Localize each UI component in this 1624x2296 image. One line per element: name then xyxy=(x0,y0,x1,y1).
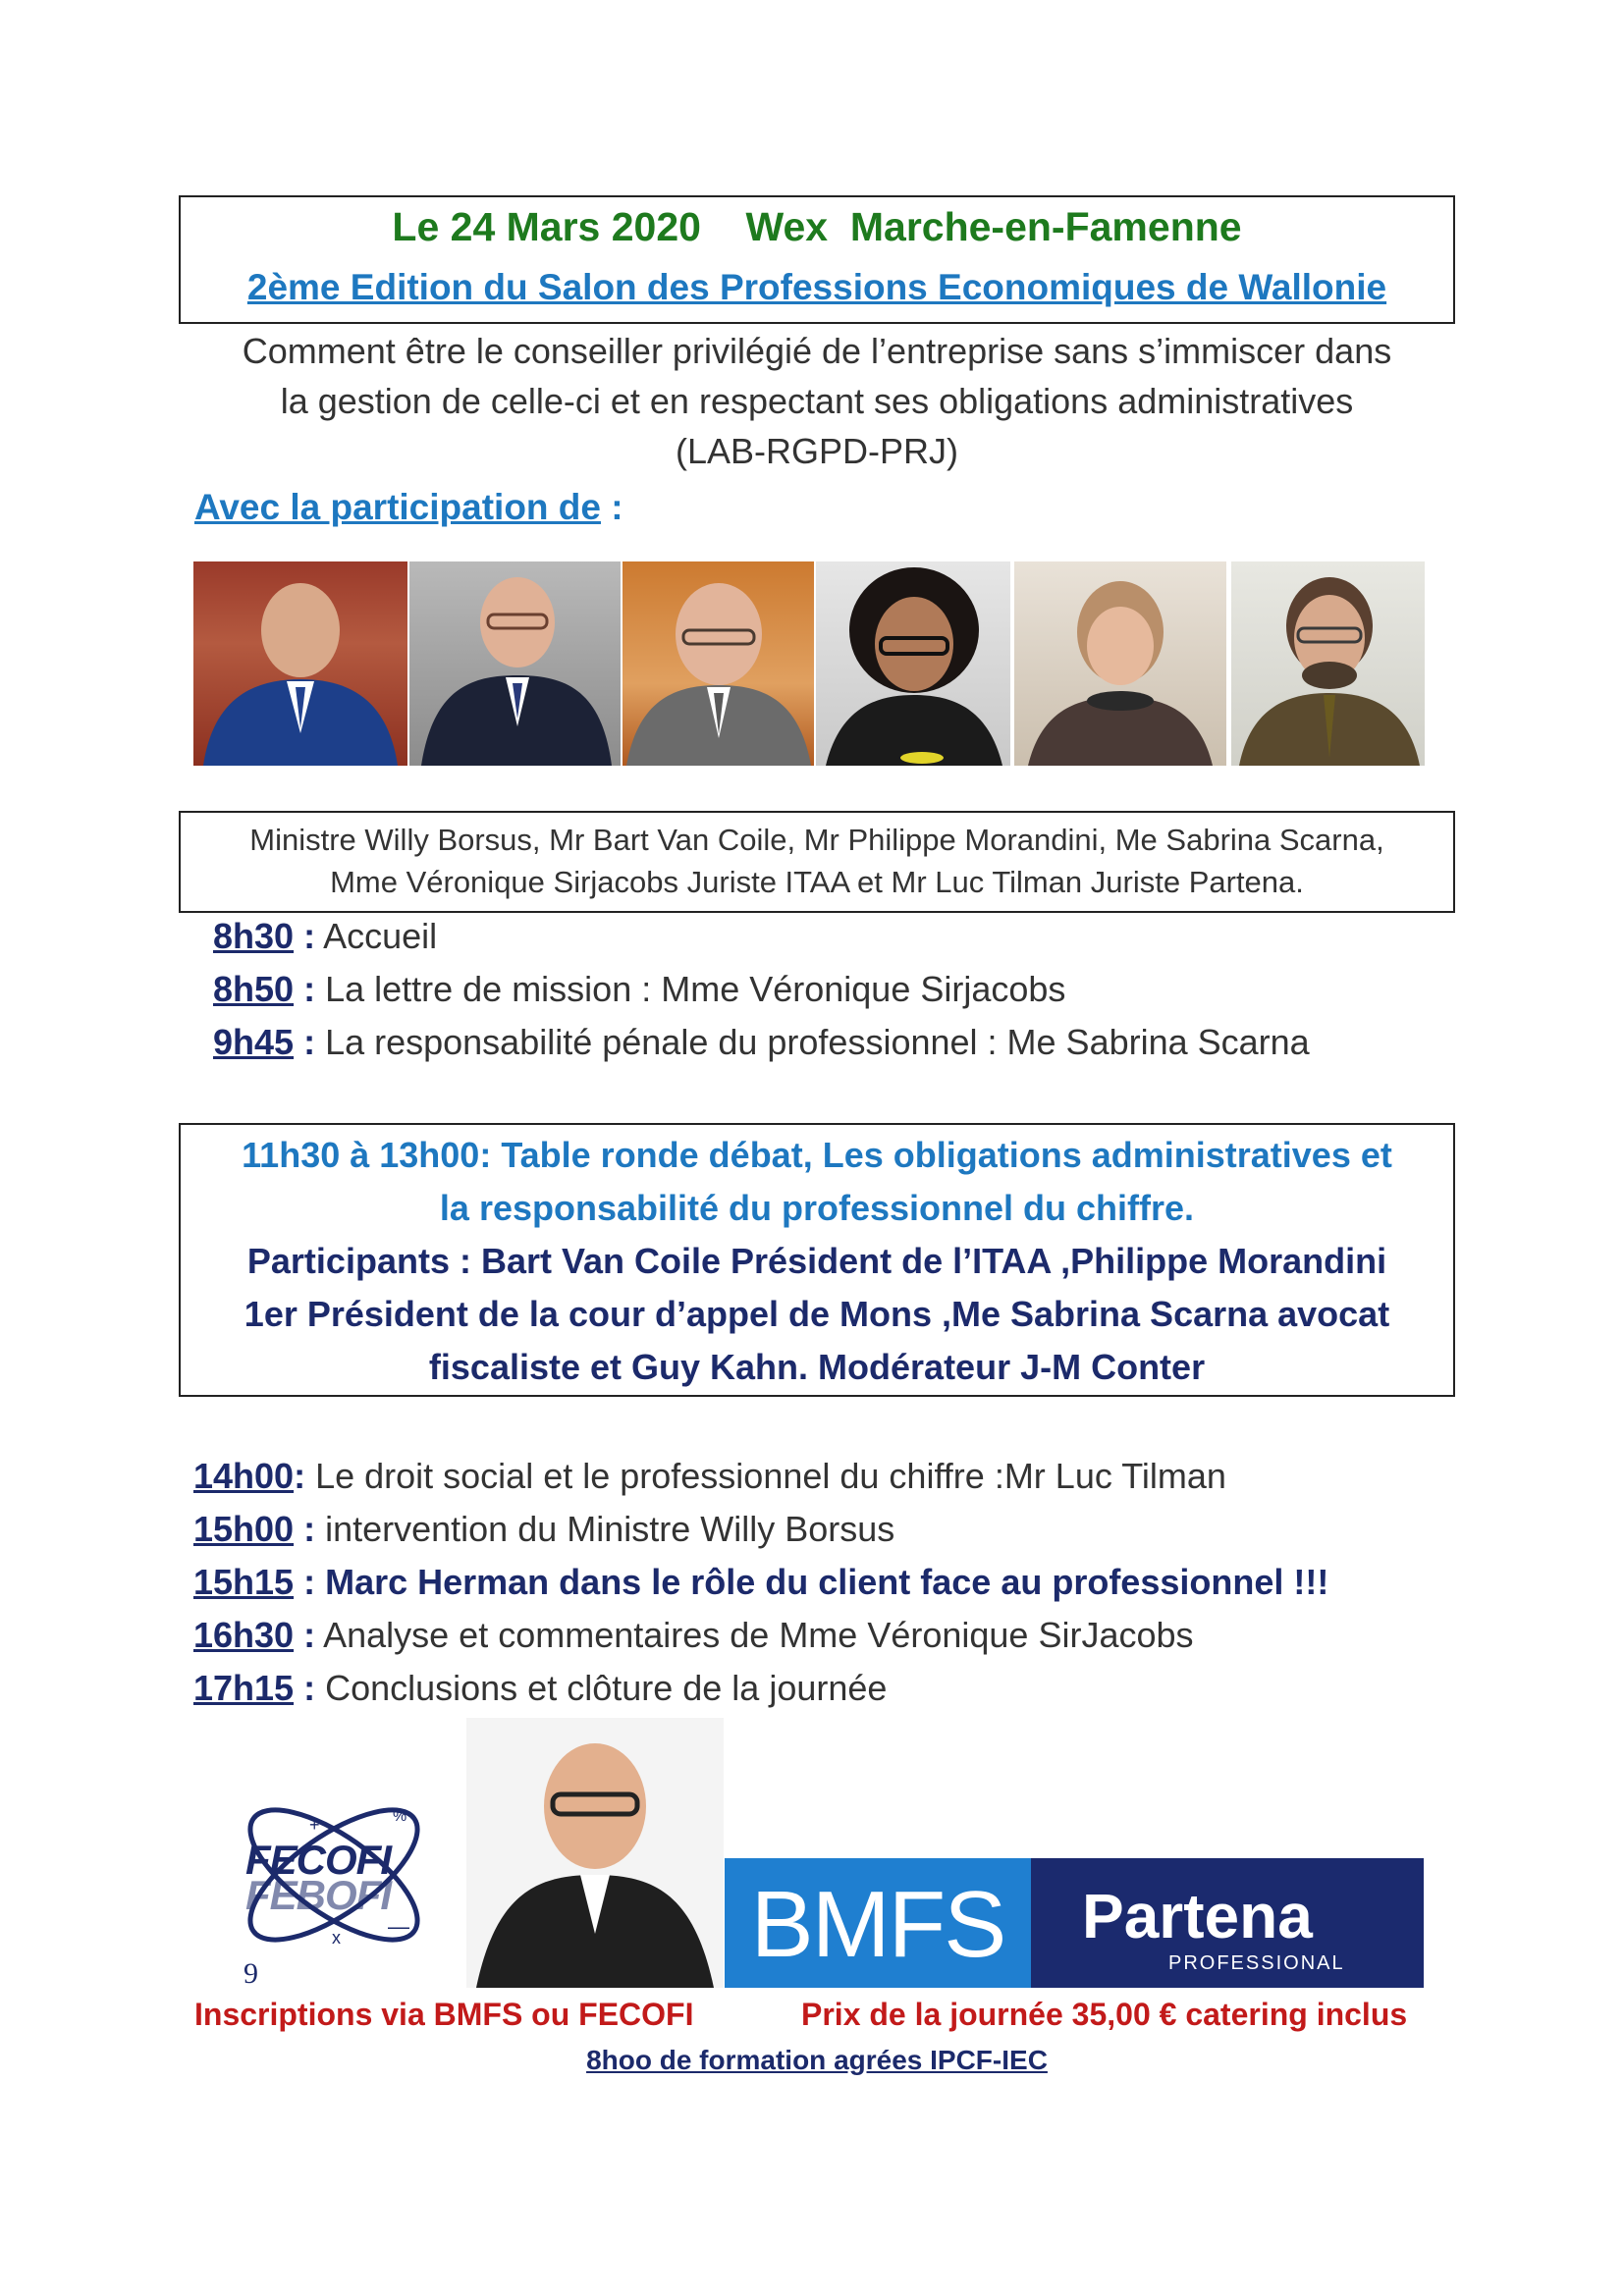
schedule-time: 16h30 xyxy=(193,1615,295,1655)
partena-wordmark: Partena xyxy=(1082,1881,1313,1951)
roundtable-title: 11h30 à 13h00: Table ronde débat, Les obligations administratives et xyxy=(242,1135,1392,1175)
schedule-time: 9h45 xyxy=(213,1022,295,1062)
speaker-photo-borsus xyxy=(193,561,407,766)
schedule-colon: : xyxy=(294,1668,316,1708)
schedule-time: 15h00 xyxy=(193,1509,295,1549)
roundtable-subtitle: la responsabilité du professionnel du chiffre. xyxy=(439,1188,1195,1228)
schedule-text: Le droit social et le professionnel du chiffre :Mr Luc Tilman xyxy=(305,1456,1226,1496)
schedule-item xyxy=(193,1450,1328,1503)
intro-line: (LAB-RGPD-PRJ) xyxy=(675,431,959,471)
schedule-text: Marc Herman dans le rôle du client face au professionnel !!! xyxy=(315,1562,1329,1602)
schedule-time: 8h50 xyxy=(213,969,295,1009)
schedule-text: intervention du Ministre Willy Borsus xyxy=(315,1509,895,1549)
schedule-colon: : xyxy=(294,969,316,1009)
speakers-caption xyxy=(179,819,1455,903)
schedule-colon: : xyxy=(294,1022,316,1062)
schedule-text: La lettre de mission : Mme Véronique Sirjacobs xyxy=(315,969,1066,1009)
schedule-item xyxy=(213,963,1310,1016)
schedule-colon: : xyxy=(294,1562,316,1602)
schedule-time: 15h15 xyxy=(193,1562,295,1602)
schedule-item xyxy=(193,1503,1328,1556)
schedule-item xyxy=(213,910,1310,963)
schedule-item xyxy=(213,1016,1310,1069)
schedule-colon: : xyxy=(294,1456,306,1496)
afternoon-schedule xyxy=(193,1450,1328,1715)
schedule-text: La responsabilité pénale du professionnel : Me Sabrina Scarna xyxy=(315,1022,1310,1062)
schedule-time: 17h15 xyxy=(193,1668,295,1708)
event-title xyxy=(179,204,1455,250)
schedule-item xyxy=(193,1662,1328,1715)
svg-text:%: % xyxy=(393,1808,407,1825)
portrait-icon xyxy=(193,561,407,766)
roundtable-text xyxy=(179,1129,1455,1394)
edition-link[interactable]: 2ème Edition du Salon des Professions Economiques de Wallonie xyxy=(246,267,1387,307)
formation-link[interactable]: 8hoo de formation agrées IPCF-IEC xyxy=(586,2045,1048,2075)
speaker-photo-scarna xyxy=(816,561,1010,766)
portrait-icon xyxy=(466,1718,724,1988)
schedule-text: Analyse et commentaires de Mme Véronique SirJacobs xyxy=(315,1615,1194,1655)
inscriptions-text: Inscriptions via BMFS ou FECOFI xyxy=(194,1997,694,2032)
event-date: Le 24 Mars 2020 xyxy=(392,204,701,249)
schedule-colon: : xyxy=(294,1509,316,1549)
roundtable-participants: 1er Président de la cour d’appel de Mons ,Me Sabrina Scarna avocat xyxy=(244,1294,1390,1334)
intro-line: la gestion de celle-ci et en respectant ses obligations administratives xyxy=(280,381,1354,421)
portrait-icon xyxy=(1231,561,1425,766)
marc-herman-photo xyxy=(466,1718,724,1988)
caption-line: Ministre Willy Borsus, Mr Bart Van Coile, Mr Philippe Morandini, Me Sabrina Scarna, xyxy=(249,823,1384,857)
partena-logo xyxy=(1031,1858,1424,1988)
event-venue: Wex Marche-en-Famenne xyxy=(745,204,1242,249)
bmfs-logo xyxy=(725,1858,1031,1988)
febofi-wordmark: FEBOFI xyxy=(245,1872,391,1918)
roundtable-participants: Participants : Bart Van Coile Président de l’ITAA ,Philippe Morandini xyxy=(246,1241,1387,1281)
partena-subtitle: PROFESSIONAL xyxy=(1168,1952,1345,1974)
portrait-icon xyxy=(1014,561,1226,766)
price-text: Prix de la journée 35,00 € catering inclus xyxy=(801,1997,1408,2032)
intro-line: Comment être le conseiller privilégié de l’entreprise sans s’immiscer dans xyxy=(242,331,1392,371)
portrait-icon xyxy=(409,561,621,766)
caption-line: Mme Véronique Sirjacobs Juriste ITAA et Mr Luc Tilman Juriste Partena. xyxy=(330,865,1304,899)
schedule-time: 14h00 xyxy=(193,1456,295,1496)
fecofi-wordmark: FECOFI xyxy=(245,1837,391,1883)
speaker-photo-van-coile xyxy=(409,561,621,766)
svg-text:+: + xyxy=(309,1815,320,1835)
morning-schedule xyxy=(213,910,1310,1069)
bmfs-wordmark: BMFS xyxy=(750,1872,1005,1977)
participation-link[interactable]: Avec la participation de xyxy=(194,487,601,527)
schedule-text: Conclusions et clôture de la journée xyxy=(315,1668,888,1708)
svg-text:9: 9 xyxy=(244,1957,258,1988)
intro-text xyxy=(147,326,1487,476)
schedule-item xyxy=(193,1556,1328,1609)
svg-text:x: x xyxy=(332,1928,341,1948)
portrait-icon xyxy=(816,561,1010,766)
speaker-photo-morandini xyxy=(623,561,814,766)
schedule-text: Accueil xyxy=(315,916,438,956)
participation-heading xyxy=(194,487,623,528)
schedule-colon: : xyxy=(294,1615,316,1655)
participation-colon: : xyxy=(600,487,623,527)
schedule-time: 8h30 xyxy=(213,916,295,956)
portrait-icon xyxy=(623,561,814,766)
schedule-item xyxy=(193,1609,1328,1662)
svg-text:—: — xyxy=(388,1914,409,1939)
schedule-colon: : xyxy=(294,916,316,956)
roundtable-participants: fiscaliste et Guy Kahn. Modérateur J-M Conter xyxy=(428,1347,1206,1387)
fecofi-logo xyxy=(206,1762,461,1988)
speaker-photo-tilman xyxy=(1231,561,1425,766)
speaker-photo-sirjacobs xyxy=(1014,561,1226,766)
